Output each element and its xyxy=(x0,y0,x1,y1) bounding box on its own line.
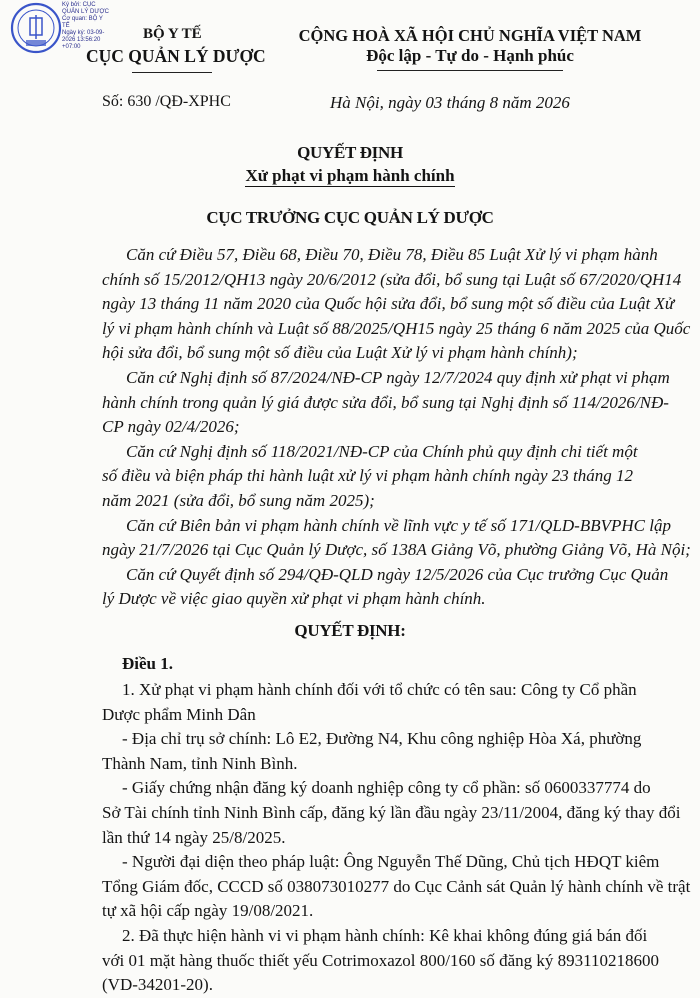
article-paragraph: - Người đại diện theo pháp luật: Ông Nguyễn Thế Dũng, Chủ tịch HĐQT kiêm Tổng Giám đốc, CCCD số 038073010277 do Cục Cảnh sát Quản lý hành chính về trật tự xã hội cấp ngày 19/08/2021. xyxy=(102,852,691,921)
document-subtitle: Xử phạt vi phạm hành chính xyxy=(245,166,455,185)
legal-basis-item: Căn cứ Điều 57, Điều 68, Điều 70, Điều 78, Điều 85 Luật Xử lý vi phạm hành chính số 15/2012/QH13 ngày 20/6/2012 (sửa đổi, bổ sung tại Luật số 67/2020/QH14 ngày 13 tháng 11 năm 2020 của Quốc hội sửa đổi, bổ sung một số điều của Luật Xử lý vi phạm hành chính và Luật số 88/2025/QH15 ngày 25 tháng 6 năm 2025 của Quốc hội sửa đổi, bổ sung một số điều của Luật Xử lý vi phạm hành chính); xyxy=(102,245,691,363)
agency-underline xyxy=(132,72,212,73)
stamp-text: Ký bởi: CỤC QUẢN LÝ DƯỢC Cơ quan: BỘ Y TẾ Ngày ký: 03-09- 2026 13:56:20 +07:00 xyxy=(62,2,109,50)
place-date: Hà Nội, ngày 03 tháng 8 năm 2026 xyxy=(330,93,570,112)
document-number: Số: 630 /QĐ-XPHC xyxy=(102,93,231,110)
article-paragraph: 2. Đã thực hiện hành vi vi phạm hành chính: Kê khai không đúng giá bán đối với 01 mặt hàng thuốc thiết yếu Cotrimoxazol 800/160 số đăng ký 893110218600 (VD-34201-20). xyxy=(102,925,660,995)
document-subtitle-wrap xyxy=(0,166,700,186)
legal-basis-item: Căn cứ Biên bản vi phạm hành chính về lĩnh vực y tế số 171/QLD-BBVPHC lập ngày 21/7/2026 tại Cục Quản lý Dược, số 138A Giảng Võ, phường Giảng Võ, Hà Nội; xyxy=(102,515,691,560)
country-name: CỘNG HOÀ XÃ HỘI CHỦ NGHĨA VIỆT NAM xyxy=(298,26,642,45)
motto-underline xyxy=(377,70,563,71)
seal-icon xyxy=(10,2,62,54)
article-1-body xyxy=(102,678,691,998)
issuing-authority: CỤC TRƯỞNG CỤC QUẢN LÝ DƯỢC xyxy=(206,208,494,227)
ministry-name: BỘ Y TẾ xyxy=(143,26,202,42)
legal-basis-item: Căn cứ Nghị định số 87/2024/NĐ-CP ngày 12/7/2024 quy định xử phạt vi phạm hành chính trong quản lý giá được sửa đổi, bổ sung tại Nghị định số 114/2026/NĐ- CP ngày 02/4/2026; xyxy=(102,367,670,437)
national-motto: Độc lập - Tự do - Hạnh phúc xyxy=(366,46,574,65)
legal-bases xyxy=(102,243,691,612)
legal-basis-item: Căn cứ Nghị định số 118/2021/NĐ-CP của Chính phủ quy định chi tiết một số điều và biện pháp thi hành luật xử lý vi phạm hành chính ngày 23 tháng 12 năm 2021 (sửa đổi, bổ sung năm 2025); xyxy=(102,441,638,510)
article-paragraph: - Giấy chứng nhận đăng ký doanh nghiệp công ty cổ phần: số 0600337774 do Sở Tài chính tỉnh Ninh Bình cấp, đăng ký lần đầu ngày 23/11/2004, đăng ký thay đổi lần thứ 14 ngày 25/8/2025. xyxy=(102,778,681,847)
article-1-heading: Điều 1. xyxy=(122,654,173,673)
article-paragraph: - Địa chỉ trụ sở chính: Lô E2, Đường N4, Khu công nghiệp Hòa Xá, phường Thành Nam, tỉnh Ninh Bình. xyxy=(102,729,642,773)
article-paragraph: 1. Xử phạt vi phạm hành chính đối với tổ chức có tên sau: Công ty Cổ phần Dược phẩm Minh Dân xyxy=(102,680,637,724)
decision-heading: QUYẾT ĐỊNH: xyxy=(294,621,406,640)
legal-basis-item: Căn cứ Quyết định số 294/QĐ-QLD ngày 12/5/2026 của Cục trưởng Cục Quản lý Dược về việc giao quyền xử phạt vi phạm hành chính. xyxy=(102,564,669,609)
agency-name: CỤC QUẢN LÝ DƯỢC xyxy=(86,46,266,66)
document-title: QUYẾT ĐỊNH xyxy=(297,143,403,162)
